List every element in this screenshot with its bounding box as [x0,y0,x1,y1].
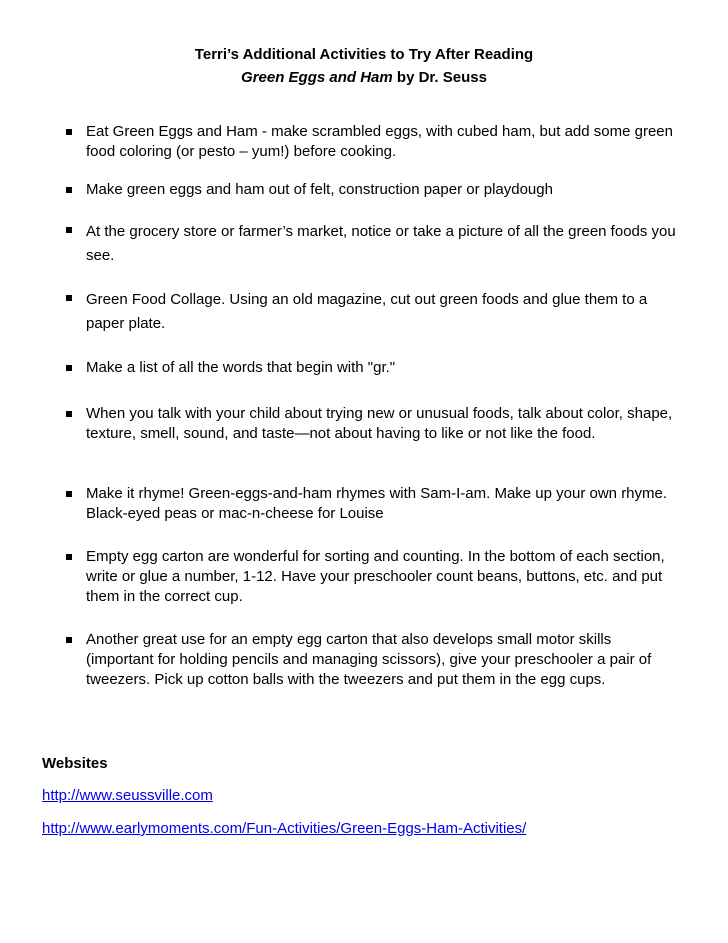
list-item [60,288,680,336]
square-bullet-icon [66,637,72,643]
square-bullet-icon [66,129,72,135]
list-item-text: Make a list of all the words that begin with "gr." [86,359,396,376]
title-line-1: Terri’s Additional Activities to Try After Reading [194,46,534,63]
square-bullet-icon [66,295,72,301]
square-bullet-icon [66,411,72,417]
link-earlymoments[interactable]: http://www.earlymoments.com/Fun-Activities/Green-Eggs-Ham-Activities/ [42,820,527,837]
square-bullet-icon [66,491,72,497]
link-seussville[interactable]: http://www.seussville.com [42,787,213,804]
square-bullet-icon [66,227,72,233]
list-item [60,404,680,444]
list-item-text: Eat Green Eggs and Ham - make scrambled eggs, with cubed ham, but add some green food coloring (or pesto – yum!) before cooking. [86,123,673,160]
list-item [60,484,680,524]
list-item-text: Make it rhyme! Green-eggs-and-ham rhymes with Sam-I-am. Make up your own rhyme. Black-eyed peas or mac-n-cheese for Louise [86,485,668,522]
list-item [60,358,680,378]
page-title [0,43,728,89]
square-bullet-icon [66,187,72,193]
list-item [60,630,680,690]
list-item-text: At the grocery store or farmer’s market, notice or take a picture of all the green foods you see. [86,223,676,264]
square-bullet-icon [66,365,72,371]
list-item-text: Another great use for an empty egg carton that also develops small motor skills (important for holding pencils and managing scissors), give your preschooler a pair of tweezers. Pick up cotton balls with the tweezers and put them in the egg cups. [86,631,652,688]
list-item-text: Green Food Collage. Using an old magazine, cut out green foods and glue them to a paper plate. [86,291,648,332]
list-item-text: Empty egg carton are wonderful for sorting and counting. In the bottom of each section, write or glue a number, 1-12. Have your preschooler count beans, buttons, etc. and put them in the correct cup. [86,548,665,605]
list-item [60,220,680,268]
websites-heading: Websites [42,755,108,772]
square-bullet-icon [66,554,72,560]
list-item [60,180,680,200]
list-item-text: Make green eggs and ham out of felt, construction paper or playdough [86,181,553,198]
list-item [60,547,680,607]
list-item [60,122,680,162]
list-item-text: When you talk with your child about trying new or unusual foods, talk about color, shape, texture, smell, sound, and taste—not about having to like or not like the food. [86,405,673,442]
title-line-2 [0,66,728,89]
author-byline: by Dr. Seuss [392,69,487,86]
book-title: Green Eggs and Ham [241,69,393,86]
